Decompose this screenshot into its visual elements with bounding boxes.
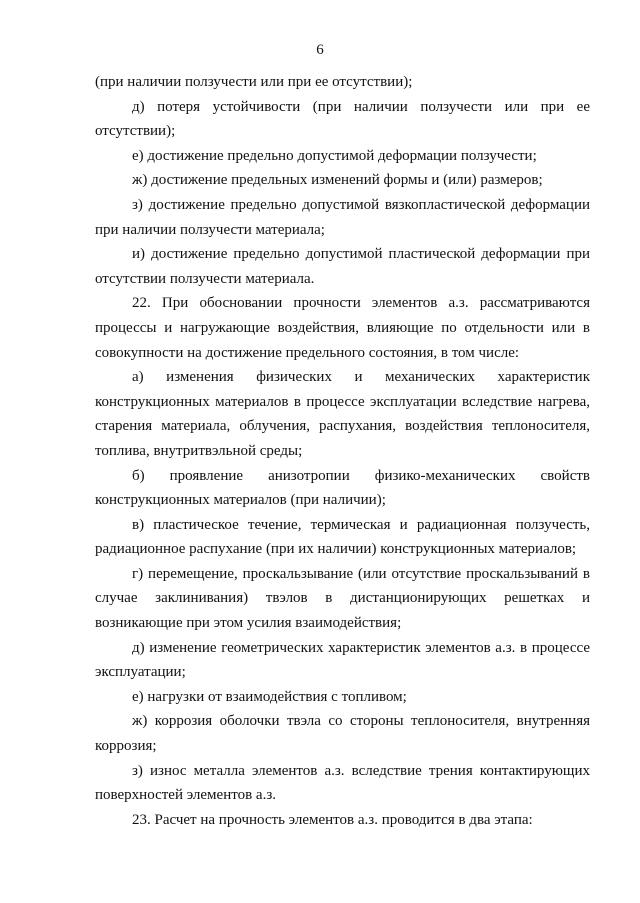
list-item-a-material-properties: а) изменения физических и механических характеристик конструкционных материалов в процессе эксплуатации вследствие нагрева, старения материала, облучения, распухания, воздействия теплоносителя, топлива, внутритвэльной среды; [95,369,590,459]
page-number: 6 [316,42,324,58]
paragraph-continuation: (при наличии ползучести или при ее отсутствии); [95,74,413,90]
list-item-e-creep-deformation: е) достижение предельно допустимой деформации ползучести; [132,147,537,164]
clause-22-heading: 22. При обосновании прочности элементов а.з. рассматриваются процессы и нагружающие воздействия, влияющие по отдельности или в совокупности на достижение предельного состояния, в том числе: [95,295,590,361]
document-body [95,70,590,832]
list-item-b-anisotropy: б) проявление анизотропии физико-механических свойств конструкционных материалов (при наличии); [95,467,590,509]
list-item-z-wear: з) износ металла элементов а.з. вследствие трения контактирующих поверхностей элементов а.з. [95,762,590,804]
list-item-zh-corrosion: ж) коррозия оболочки твэла со стороны теплоносителя, внутренняя коррозия; [95,713,590,755]
list-item-z-viscoplastic-deformation: з) достижение предельно допустимой вязкопластической деформации при наличии ползучести материала; [95,196,590,238]
list-item-zh-shape-change: ж) достижение предельных изменений формы и (или) размеров; [132,172,543,189]
list-item-v-plastic-flow: в) пластическое течение, термическая и радиационная ползучесть, радиационное распухание (при их наличии) конструкционных материалов; [95,516,590,558]
list-item-d-geometry-change: д) изменение геометрических характеристик элементов а.з. в процессе эксплуатации; [95,639,590,681]
list-item-e-fuel-interaction: е) нагрузки от взаимодействия с топливом; [132,688,407,705]
clause-23-heading: 23. Расчет на прочность элементов а.з. проводится в два этапа: [132,811,533,828]
list-item-i-plastic-deformation: и) достижение предельно допустимой пластической деформации при отсутствии ползучести материала. [95,246,590,287]
list-item-g-fuel-rod-slippage: г) перемещение, проскальзывание (или отсутствие проскальзываний в случае заклинивания) твэлов в дистанционирующих решетках и возникающие при этом усилия взаимодействия; [95,565,590,632]
list-item-d-stability-loss: д) потеря устойчивости (при наличии ползучести или при ее отсутствии); [95,98,590,140]
